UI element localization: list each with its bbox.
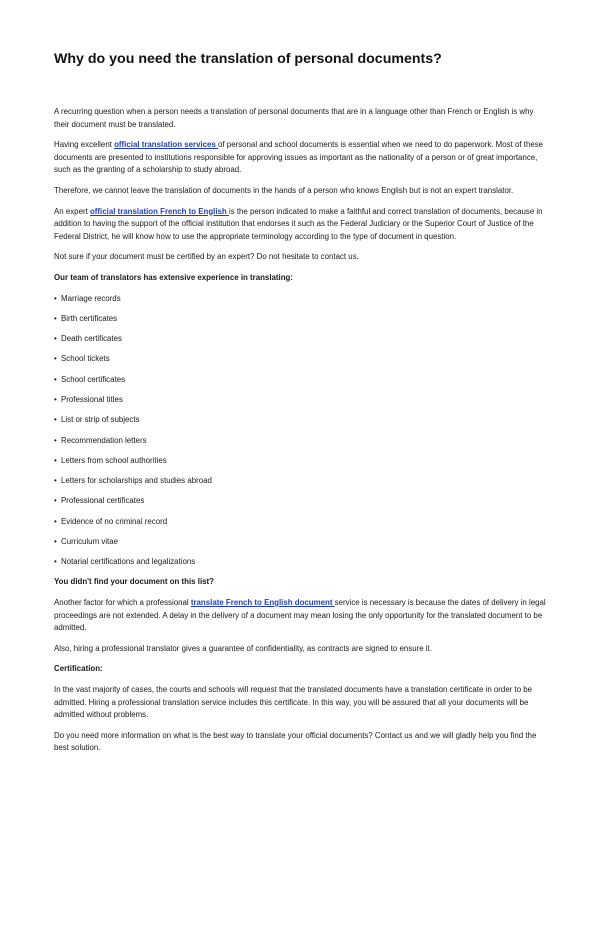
document-list-item-label: Curriculum vitae — [61, 536, 119, 546]
expert-text-after: is the person indicated to make a faithful and correct translation of documents, because in addition to having the support of the official institution that endorses it such as the Federal Judiciary or the Superior Court of Justice of the Federal District, he will know how to use the appropriate terminology according to the type of document in question. — [54, 206, 543, 241]
bullet-icon: • — [54, 415, 57, 425]
document-list-item-label: Professional certificates — [61, 496, 145, 506]
document-list-item-label: Birth certificates — [61, 313, 118, 323]
document-list-item — [54, 414, 548, 427]
expert-text-before: An expert — [54, 206, 90, 216]
services-text-after: of personal and school documents is essential when we need to do paperwork. Most of these documents are presented to institutions responsible for approving issues as important as the nationality of a person or of great importance, such as the granting of a scholarship to study abroad. — [54, 140, 544, 175]
document-list-item-label: School tickets — [61, 354, 110, 364]
bullet-icon: • — [54, 394, 57, 404]
document-body — [54, 106, 548, 763]
delivery-paragraph — [54, 597, 548, 635]
expert-warning-paragraph: Therefore, we cannot leave the translation of documents in the hands of a person who knows English but is not an expert translator. — [54, 185, 514, 195]
document-list-item-label: Professional titles — [61, 394, 123, 404]
delivery-text-before: Another factor for which a professional — [54, 598, 191, 608]
document-list-item-label: Marriage records — [61, 293, 121, 303]
document-list-item — [54, 495, 548, 508]
certification-heading: Certification: — [54, 664, 103, 674]
document-list-item-label: Evidence of no criminal record — [61, 516, 168, 526]
not-found-heading: You didn't find your document on this list? — [54, 577, 214, 587]
team-heading: Our team of translators has extensive experience in translating: — [54, 272, 293, 282]
bullet-icon: • — [54, 516, 57, 526]
document-list-item-label: Letters from school authorities — [61, 455, 167, 465]
document-list-item — [54, 455, 548, 468]
bullet-icon: • — [54, 313, 57, 323]
document-list-item — [54, 556, 548, 569]
bullet-icon: • — [54, 435, 57, 445]
bullet-icon: • — [54, 354, 57, 364]
document-list-item-label: Death certificates — [61, 334, 122, 344]
page-title: Why do you need the translation of personal documents? — [54, 51, 442, 67]
document-list-item — [54, 333, 548, 346]
document-list-item — [54, 394, 548, 407]
certification-paragraph: In the vast majority of cases, the courts and schools will request that the translated documents have a translation certificate in order to be admitted. Hiring a professional translation service includes this certificate. In this way, you will be assured that all your documents will be admitted without problems. — [54, 685, 533, 720]
delivery-text-after: service is necessary is because the dates of delivery in legal proceedings are not extended. A delay in the delivery of a document may mean losing the only opportunity for the translated document to be admitted. — [54, 598, 546, 633]
translate-french-english-document-link[interactable]: translate French to English document — [190, 598, 335, 608]
bullet-icon: • — [54, 293, 57, 303]
document-list-item — [54, 374, 548, 387]
document-list-item — [54, 475, 548, 488]
document-list-item-label: Recommendation letters — [61, 435, 147, 445]
confidentiality-paragraph: Also, hiring a professional translator gives a guarantee of confidentiality, as contracts are signed to ensure it. — [54, 643, 432, 653]
intro-paragraph: A recurring question when a person needs a translation of personal documents that are in a language other than French or English is why their document must be translated. — [54, 107, 534, 129]
document-list-item — [54, 516, 548, 529]
services-paragraph — [54, 139, 548, 177]
bullet-icon: • — [54, 334, 57, 344]
document-list-item-label: Letters for scholarships and studies abroad — [61, 476, 212, 486]
bullet-icon: • — [54, 455, 57, 465]
document-list-item — [54, 435, 548, 448]
expert-paragraph — [54, 206, 548, 244]
document-list-item-label: List or strip of subjects — [61, 415, 140, 425]
document-list-item — [54, 536, 548, 549]
document-list-item-label: Notarial certifications and legalizations — [61, 557, 196, 567]
bullet-icon: • — [54, 496, 57, 506]
bullet-icon: • — [54, 557, 57, 567]
document-list-item — [54, 353, 548, 366]
official-translation-services-link[interactable]: official translation services — [114, 140, 219, 150]
services-text-before: Having excellent — [54, 140, 115, 150]
bullet-icon: • — [54, 536, 57, 546]
document-list-item — [54, 293, 548, 306]
document-list-item-label: School certificates — [61, 374, 126, 384]
official-translation-french-english-link[interactable]: official translation French to English — [89, 206, 229, 216]
bullet-icon: • — [54, 476, 57, 486]
closing-paragraph: Do you need more information on what is the best way to translate your official documents? Contact us and we will gladly help you find the best solution. — [54, 730, 537, 753]
bullet-icon: • — [54, 374, 57, 384]
document-list-item — [54, 313, 548, 326]
contact-prompt-paragraph: Not sure if your document must be certified by an expert? Do not hesitate to contact us. — [54, 252, 359, 262]
documents-list — [54, 293, 548, 569]
